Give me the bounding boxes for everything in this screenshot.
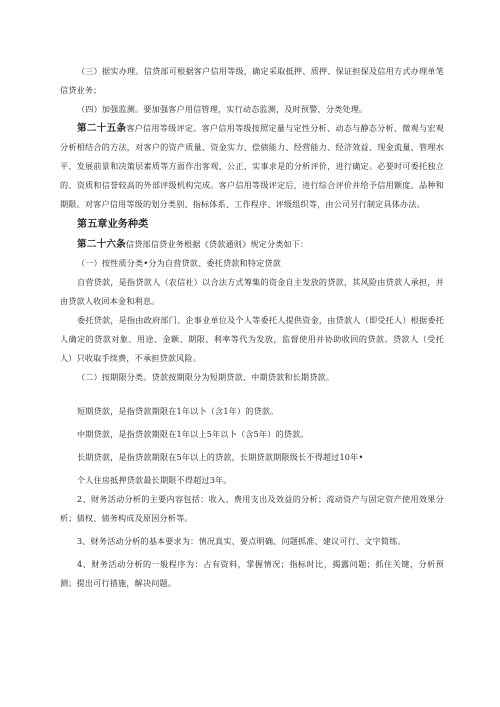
- paragraph-self-operated-loan: 自营贷款，是指贷款人（农信社）以合法方式筹集的资金自主发放的贷款，其风险由贷款人承担，并由贷款人收回本金和利息。: [60, 277, 444, 306]
- paragraph-mid-term-loan: 中期贷款，是指贷款期限在1年以上5年以卜（含5年）的贷款。: [77, 429, 309, 439]
- document-body: [60, 62, 444, 593]
- paragraph-classification-nature: （一）按性质分类•分为自营贷款、委托贷款和特定贷款: [77, 258, 282, 268]
- paragraph-long-term-loan: 长期贷款，是指贷款期限在5年以上的贷款，长期贷款期限级长不得超过10年•: [77, 452, 364, 462]
- paragraph-short-term-loan: 短期贷款，是指贷款期限在1年以卜（含1年）的贷款。: [77, 406, 279, 416]
- article-25-title: 第二十五条: [77, 123, 127, 134]
- paragraph-credit-handling: （三）据实办理。信贷部可根据客户信用等级，确定采取抵押、质押、保证担保及信用方式办理单笔信贷业务；: [60, 66, 444, 95]
- paragraph-financial-analysis-procedure: 4、财务活动分析的一般程序为：占有资料，掌握情况；指标时比，揭露问题；抓住关键，分析预测；提出可行措施，解决问题。: [60, 559, 444, 588]
- paragraph-entrusted-loan: 委托贷款，是指由政府部门、企事业单位及个人等委托人提供资金，由贷款人（即受托人）根据委托人确定的贷款对象、用途、金额、期限、利率等代为发放，监督使用并协助收回的贷款。贷款人（受托人）只收取手续费，不承担贷款风险。: [60, 315, 444, 363]
- paragraph-financial-analysis-content: 2、财务活动分析的主要内容包括：收入、费用支出及效益的分析；流动资产与固定资产使用效果分析；债权、债务构成及原因分析等。: [60, 494, 444, 523]
- paragraph-monitoring: （四）加强监测。要加强客户用信管理，实行动态监测，及时预警，分类处理。: [77, 104, 368, 114]
- article-26: [60, 235, 444, 254]
- article-25-body: 客户信用等级评定。客户信用等级按照定量与定性分析、动态与静态分析、微观与宏观分析相结合的方法，对客户的资产质量、资金实力、偿债能力、经营能力、经济效益、现金流量、管理水平、发展前景和决策层素质等方面作出客观、公正、实事求是的分析评价，进行确定。必要时可委托独立的、资质和信誉较高的外部评级机构完成。客户信用等级评定后，进行综合评价并给予信用额度、品种和期限。对客户信用等级的划分类别、指标体系、工作程序、评级组织等，由公司另行制定具体办法。: [60, 123, 444, 209]
- paragraph-classification-term: （二）按期限分类。贷款按期限分为短期贷款、中期贷款和长期贷款。: [77, 372, 335, 382]
- paragraph-financial-analysis-requirements: 3、财务活动分析的基本要求为：情况真实、要点明确、问题抓准、建议可行、文字简练。: [77, 536, 406, 546]
- chapter-5-heading: 第五章业务种类: [77, 219, 149, 230]
- spacer: [60, 387, 444, 402]
- article-25: [60, 119, 444, 214]
- article-26-title: 第二十六条: [77, 239, 126, 250]
- paragraph-housing-loan: 个人住房抵押贷款最长期限不得超过3年。: [77, 475, 232, 485]
- article-26-body: 信贷部信贷业务根据《贷款通则》规定分类如下：: [125, 239, 309, 249]
